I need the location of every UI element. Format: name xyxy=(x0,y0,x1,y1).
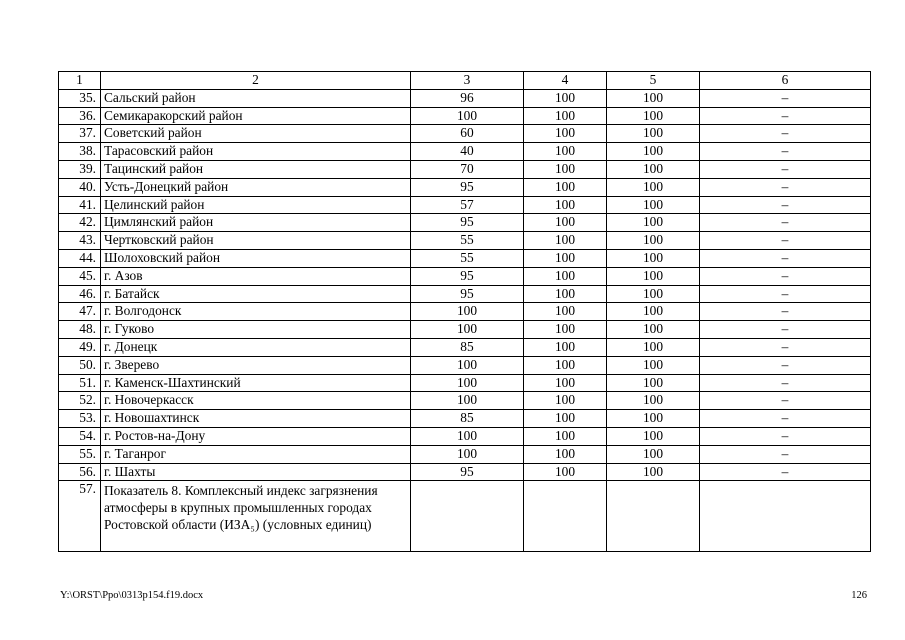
row-col-5: 100 xyxy=(607,178,700,196)
row-col-5: 100 xyxy=(607,89,700,107)
row-col-3: 57 xyxy=(411,196,524,214)
row-col-4: 100 xyxy=(524,178,607,196)
row-name: Сальский район xyxy=(101,89,411,107)
row-col-4: 100 xyxy=(524,232,607,250)
row-number: 49. xyxy=(59,338,101,356)
row-col-4: 100 xyxy=(524,410,607,428)
row-col-6: – xyxy=(700,374,871,392)
row-number: 54. xyxy=(59,427,101,445)
row-col-6: – xyxy=(700,410,871,428)
table-row xyxy=(59,143,871,161)
row-col-4: 100 xyxy=(524,160,607,178)
row-col-5: 100 xyxy=(607,303,700,321)
row-col-5: 100 xyxy=(607,356,700,374)
row-name: Усть-Донецкий район xyxy=(101,178,411,196)
row-col-4: 100 xyxy=(524,427,607,445)
row-col-6: – xyxy=(700,338,871,356)
row-col-5: 100 xyxy=(607,463,700,481)
table-row xyxy=(59,338,871,356)
row-col-5: 100 xyxy=(607,392,700,410)
row-col-4: 100 xyxy=(524,285,607,303)
row-col-4: 100 xyxy=(524,321,607,339)
row-col-4: 100 xyxy=(524,445,607,463)
table-row xyxy=(59,321,871,339)
row-col-5: 100 xyxy=(607,249,700,267)
row-number: 52. xyxy=(59,392,101,410)
empty-cell xyxy=(411,481,524,552)
table-row xyxy=(59,410,871,428)
row-name: Шолоховский район xyxy=(101,249,411,267)
table-row xyxy=(59,125,871,143)
row-col-5: 100 xyxy=(607,143,700,161)
row-col-3: 95 xyxy=(411,267,524,285)
header-cell-6: 6 xyxy=(700,72,871,90)
row-col-4: 100 xyxy=(524,463,607,481)
row-number: 40. xyxy=(59,178,101,196)
empty-cell xyxy=(607,481,700,552)
row-col-4: 100 xyxy=(524,267,607,285)
row-number: 56. xyxy=(59,463,101,481)
row-col-6: – xyxy=(700,427,871,445)
row-col-4: 100 xyxy=(524,249,607,267)
row-col-3: 100 xyxy=(411,321,524,339)
row-col-6: – xyxy=(700,285,871,303)
row-col-6: – xyxy=(700,445,871,463)
row-col-5: 100 xyxy=(607,445,700,463)
row-number: 39. xyxy=(59,160,101,178)
row-name: г. Донецк xyxy=(101,338,411,356)
row-name: г. Волгодонск xyxy=(101,303,411,321)
row-col-5: 100 xyxy=(607,125,700,143)
row-col-6: – xyxy=(700,196,871,214)
table-header-row xyxy=(59,72,871,90)
table-row xyxy=(59,214,871,232)
empty-cell xyxy=(524,481,607,552)
row-col-4: 100 xyxy=(524,125,607,143)
row-col-3: 95 xyxy=(411,178,524,196)
row-col-4: 100 xyxy=(524,143,607,161)
row-name: г. Шахты xyxy=(101,463,411,481)
row-col-4: 100 xyxy=(524,356,607,374)
header-cell-2: 2 xyxy=(101,72,411,90)
row-name: Семикаракорский район xyxy=(101,107,411,125)
row-number: 41. xyxy=(59,196,101,214)
row-col-3: 55 xyxy=(411,249,524,267)
header-cell-4: 4 xyxy=(524,72,607,90)
row-col-6: – xyxy=(700,463,871,481)
row-col-5: 100 xyxy=(607,427,700,445)
table-row xyxy=(59,160,871,178)
empty-cell xyxy=(700,481,871,552)
row-col-6: – xyxy=(700,214,871,232)
table-row xyxy=(59,267,871,285)
row-col-5: 100 xyxy=(607,214,700,232)
table-row-indicator xyxy=(59,481,871,552)
row-col-5: 100 xyxy=(607,107,700,125)
row-col-3: 100 xyxy=(411,427,524,445)
row-col-3: 70 xyxy=(411,160,524,178)
row-name: г. Новочеркасск xyxy=(101,392,411,410)
table-row xyxy=(59,392,871,410)
row-number: 45. xyxy=(59,267,101,285)
row-number: 38. xyxy=(59,143,101,161)
row-col-3: 100 xyxy=(411,107,524,125)
row-col-6: – xyxy=(700,392,871,410)
table-row xyxy=(59,107,871,125)
row-col-6: – xyxy=(700,89,871,107)
row-col-4: 100 xyxy=(524,89,607,107)
table-row xyxy=(59,445,871,463)
table-row xyxy=(59,374,871,392)
row-col-3: 100 xyxy=(411,374,524,392)
row-col-4: 100 xyxy=(524,214,607,232)
row-col-6: – xyxy=(700,356,871,374)
row-col-6: – xyxy=(700,232,871,250)
row-name: Цимлянский район xyxy=(101,214,411,232)
row-col-5: 100 xyxy=(607,338,700,356)
row-name: Тарасовский район xyxy=(101,143,411,161)
row-number: 44. xyxy=(59,249,101,267)
row-number: 37. xyxy=(59,125,101,143)
row-col-5: 100 xyxy=(607,196,700,214)
row-name: г. Азов xyxy=(101,267,411,285)
row-col-6: – xyxy=(700,178,871,196)
row-number: 55. xyxy=(59,445,101,463)
table-row xyxy=(59,356,871,374)
row-col-6: – xyxy=(700,143,871,161)
row-col-4: 100 xyxy=(524,107,607,125)
row-col-3: 100 xyxy=(411,392,524,410)
row-col-4: 100 xyxy=(524,392,607,410)
row-col-6: – xyxy=(700,249,871,267)
table-row xyxy=(59,89,871,107)
row-number: 50. xyxy=(59,356,101,374)
table-row xyxy=(59,178,871,196)
row-col-5: 100 xyxy=(607,374,700,392)
row-col-3: 40 xyxy=(411,143,524,161)
row-name: Целинский район xyxy=(101,196,411,214)
row-name: Советский район xyxy=(101,125,411,143)
row-number: 53. xyxy=(59,410,101,428)
row-col-5: 100 xyxy=(607,267,700,285)
row-name: г. Зверево xyxy=(101,356,411,374)
row-col-3: 96 xyxy=(411,89,524,107)
row-name: Чертковский район xyxy=(101,232,411,250)
table-row xyxy=(59,463,871,481)
row-col-6: – xyxy=(700,267,871,285)
row-number: 42. xyxy=(59,214,101,232)
table-row xyxy=(59,232,871,250)
row-col-6: – xyxy=(700,303,871,321)
row-name: г. Ростов-на-Дону xyxy=(101,427,411,445)
row-col-3: 100 xyxy=(411,445,524,463)
header-cell-1: 1 xyxy=(59,72,101,90)
footer-file-path: Y:\ORST\Ppo\0313p154.f19.docx xyxy=(60,590,204,601)
table-row xyxy=(59,249,871,267)
page-number: 126 xyxy=(851,590,867,601)
row-number: 43. xyxy=(59,232,101,250)
row-number: 48. xyxy=(59,321,101,339)
row-number: 35. xyxy=(59,89,101,107)
row-col-3: 95 xyxy=(411,463,524,481)
row-col-4: 100 xyxy=(524,303,607,321)
row-col-3: 55 xyxy=(411,232,524,250)
table-row xyxy=(59,285,871,303)
row-name: г. Батайск xyxy=(101,285,411,303)
row-col-6: – xyxy=(700,160,871,178)
row-col-3: 85 xyxy=(411,410,524,428)
row-col-6: – xyxy=(700,107,871,125)
row-col-4: 100 xyxy=(524,374,607,392)
row-name: г. Новошахтинск xyxy=(101,410,411,428)
row-col-4: 100 xyxy=(524,338,607,356)
row-col-5: 100 xyxy=(607,410,700,428)
header-cell-3: 3 xyxy=(411,72,524,90)
table-row xyxy=(59,196,871,214)
row-col-5: 100 xyxy=(607,160,700,178)
row-col-6: – xyxy=(700,321,871,339)
row-col-3: 100 xyxy=(411,356,524,374)
row-col-6: – xyxy=(700,125,871,143)
row-col-5: 100 xyxy=(607,232,700,250)
row-name: г. Гуково xyxy=(101,321,411,339)
indicator-title: Показатель 8. Комплексный индекс загрязнения атмосферы в крупных промышленных городах Ростовской области (ИЗА₅) (условных единиц) xyxy=(101,481,411,552)
row-number: 51. xyxy=(59,374,101,392)
table-row xyxy=(59,427,871,445)
row-name: г. Каменск-Шахтинский xyxy=(101,374,411,392)
row-number: 57. xyxy=(59,481,101,552)
row-col-3: 95 xyxy=(411,214,524,232)
row-number: 36. xyxy=(59,107,101,125)
row-col-3: 60 xyxy=(411,125,524,143)
row-number: 46. xyxy=(59,285,101,303)
row-col-3: 100 xyxy=(411,303,524,321)
indicator-table xyxy=(58,71,871,552)
row-number: 47. xyxy=(59,303,101,321)
row-col-4: 100 xyxy=(524,196,607,214)
row-col-3: 85 xyxy=(411,338,524,356)
row-col-5: 100 xyxy=(607,285,700,303)
row-col-5: 100 xyxy=(607,321,700,339)
header-cell-5: 5 xyxy=(607,72,700,90)
table-row xyxy=(59,303,871,321)
row-name: Тацинский район xyxy=(101,160,411,178)
row-name: г. Таганрог xyxy=(101,445,411,463)
row-col-3: 95 xyxy=(411,285,524,303)
